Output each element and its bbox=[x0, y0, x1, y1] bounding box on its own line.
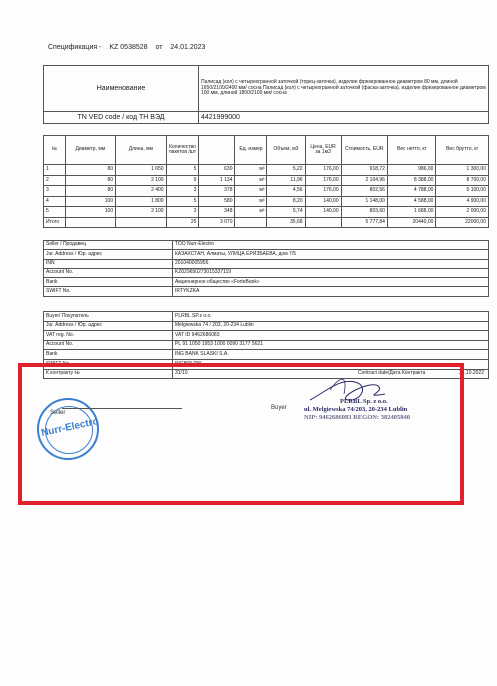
info-label: Seller / Продавец bbox=[44, 241, 173, 250]
info-row bbox=[44, 350, 489, 360]
items-header-cell bbox=[199, 136, 235, 165]
info-row bbox=[44, 250, 489, 259]
info-label: VAT reg. No. bbox=[44, 331, 173, 341]
table-cell: 3 bbox=[44, 186, 66, 197]
table-cell: 4 bbox=[44, 196, 66, 207]
table-cell: 140,00 bbox=[305, 196, 341, 207]
items-header-cell: Диаметр, мм bbox=[65, 136, 115, 165]
info-value: PL 91 1050 1953 1000 0090 3177 5621 bbox=[173, 340, 489, 350]
info-row bbox=[44, 340, 489, 350]
table-cell: 176,00 bbox=[305, 165, 341, 176]
buyer-stamp-line2: ul. Melgiewska 74/203, 20-234 Lublin bbox=[304, 406, 408, 414]
table-row bbox=[44, 165, 489, 176]
table-cell: 3 bbox=[166, 207, 199, 218]
spec-header bbox=[48, 44, 211, 51]
info-label: Jur. Address / Юр. адрес bbox=[44, 321, 173, 331]
table-cell: 2 104,96 bbox=[341, 175, 387, 186]
items-header-cell: Цена, EUR за 1м3 bbox=[305, 136, 341, 165]
table-cell: 348 bbox=[199, 207, 235, 218]
info-row bbox=[44, 331, 489, 341]
spec-date: 24.01.2023 bbox=[170, 44, 206, 51]
table-cell: 140,00 bbox=[305, 207, 341, 218]
info-label: SWIFT No. bbox=[44, 359, 173, 369]
info-label: Bank bbox=[44, 278, 173, 287]
stamp-text: Nurr-Electro bbox=[40, 416, 100, 439]
total-cell bbox=[65, 217, 115, 228]
table-cell: 100 bbox=[65, 196, 115, 207]
table-row bbox=[44, 175, 489, 186]
total-cell: Итого bbox=[44, 217, 66, 228]
table-cell: 11,96 bbox=[267, 175, 305, 186]
info-value: PLRBL SP.z o.o. bbox=[173, 312, 489, 322]
items-header-cell: Вес нетто, кг bbox=[387, 136, 435, 165]
info-row bbox=[44, 241, 489, 250]
info-value: ING BANK SLASKI S.A. bbox=[173, 350, 489, 360]
table-cell: 2 400 bbox=[116, 186, 166, 197]
buyer-signature-label: Buyer bbox=[271, 405, 287, 411]
table-cell: 1 134 bbox=[199, 175, 235, 186]
table-cell: 5 bbox=[166, 165, 199, 176]
table-cell: 9 bbox=[166, 175, 199, 186]
info-row bbox=[44, 287, 489, 296]
spec-number: KZ 0538528 bbox=[109, 44, 148, 51]
contract-date-value: 31.10.2022 bbox=[458, 370, 484, 377]
total-cell: 5 777,84 bbox=[341, 217, 387, 228]
spec-from: от bbox=[155, 44, 163, 51]
table-cell: 2 bbox=[44, 175, 66, 186]
info-label: SWIFT No. bbox=[44, 287, 173, 296]
info-value: 201040005956 bbox=[173, 259, 489, 268]
table-cell: 1 688,00 bbox=[387, 207, 435, 218]
table-row bbox=[44, 186, 489, 197]
seller-table bbox=[43, 240, 489, 297]
info-value: Акционерное общество «ForteBank» bbox=[173, 278, 489, 287]
items-header-cell: Стоимость, EUR bbox=[341, 136, 387, 165]
items-header-cell: Ед. измер bbox=[235, 136, 267, 165]
product-table bbox=[43, 65, 489, 124]
table-cell: 2 100 bbox=[116, 175, 166, 186]
table-cell: 100 bbox=[65, 207, 115, 218]
items-table bbox=[43, 135, 489, 228]
info-value: VAT ID 9462686083 bbox=[173, 331, 489, 341]
table-cell: 5 bbox=[44, 207, 66, 218]
table-cell: 1 650 bbox=[116, 165, 166, 176]
items-header-cell: Количество пакетов /шт bbox=[166, 136, 199, 165]
items-header-cell: № bbox=[44, 136, 66, 165]
total-cell: 35,68 bbox=[267, 217, 305, 228]
table-cell: 1 800 bbox=[116, 196, 166, 207]
total-cell bbox=[235, 217, 267, 228]
tn-label: TN VED code / код ТН ВЭД bbox=[44, 112, 199, 124]
table-cell: 1 300,00 bbox=[436, 165, 489, 176]
info-value: ТОО Nurr-Electro bbox=[173, 241, 489, 250]
table-cell: 5,74 bbox=[267, 207, 305, 218]
table-cell: м³ bbox=[235, 186, 267, 197]
total-cell bbox=[116, 217, 166, 228]
table-cell: м³ bbox=[235, 196, 267, 207]
table-row bbox=[44, 207, 489, 218]
seller-signature-line bbox=[62, 408, 182, 409]
table-cell: 80 bbox=[65, 175, 115, 186]
buyer-stamp-line3: NIP: 9462686083 REGON: 382405840 bbox=[304, 414, 410, 422]
table-cell: 5 bbox=[166, 196, 199, 207]
table-cell: 8,20 bbox=[267, 196, 305, 207]
name-label: Наименование bbox=[44, 66, 199, 112]
tn-value: 4421999000 bbox=[199, 112, 489, 124]
items-header-cell: Объем, м3 bbox=[267, 136, 305, 165]
table-cell: 8 388,00 bbox=[387, 175, 435, 186]
table-cell: 4 588,00 bbox=[387, 196, 435, 207]
items-header-row bbox=[44, 136, 489, 165]
table-cell: 80 bbox=[65, 186, 115, 197]
table-cell: 5,22 bbox=[267, 165, 305, 176]
table-cell: 1 bbox=[44, 165, 66, 176]
info-row bbox=[44, 312, 489, 322]
buyer-stamp-line1: PLRBL Sp. z o.o. bbox=[340, 398, 388, 405]
total-cell: 22000,00 bbox=[436, 217, 489, 228]
table-cell: 5 100,00 bbox=[436, 186, 489, 197]
table-cell: 1 148,00 bbox=[341, 196, 387, 207]
items-header-cell: Вес брутто, кг bbox=[436, 136, 489, 165]
table-cell: 176,00 bbox=[305, 186, 341, 197]
table-cell: 803,60 bbox=[341, 207, 387, 218]
table-cell: 802,56 bbox=[341, 186, 387, 197]
table-cell: 2 000,00 bbox=[436, 207, 489, 218]
info-value: КАЗАХСТАН, Алматы, УЛИЦА ЕРИЗБАЕВА, дом 7/5 bbox=[173, 250, 489, 259]
table-cell: 918,72 bbox=[341, 165, 387, 176]
items-header-cell: Длина, мм bbox=[116, 136, 166, 165]
table-cell: 580 bbox=[199, 196, 235, 207]
total-cell bbox=[305, 217, 341, 228]
product-description: Палисад (кол) с четырехгранной заточкой (торец-заточка), изделие фрезерованное диаметром 80 мм, длиной 1650/2100/2400 мм/ сосна Палисад (кол) с четырехгранной заточкой (фаска-заточка), изделие фрезерованное диаметром 100 мм, длиной 1800/2100 мм/ сосна bbox=[199, 66, 489, 112]
spec-title: Спецификация - bbox=[48, 44, 102, 51]
info-label: Buyer/ Покупатель bbox=[44, 312, 173, 322]
info-value: IRTYKZKA bbox=[173, 287, 489, 296]
table-cell: 4 788,00 bbox=[387, 186, 435, 197]
info-row bbox=[44, 268, 489, 277]
info-value: KZ029650273015337119 bbox=[173, 268, 489, 277]
seller-signature-label: Seller bbox=[50, 410, 66, 416]
table-cell: 4,56 bbox=[267, 186, 305, 197]
info-label: Bank bbox=[44, 350, 173, 360]
total-cell: 20440,00 bbox=[387, 217, 435, 228]
table-cell: 986,00 bbox=[387, 165, 435, 176]
table-cell: 80 bbox=[65, 165, 115, 176]
table-row bbox=[44, 196, 489, 207]
info-label: INN bbox=[44, 259, 173, 268]
buyer-stamp bbox=[304, 398, 410, 422]
info-row bbox=[44, 321, 489, 331]
table-cell: 8 700,00 bbox=[436, 175, 489, 186]
table-cell: 4 900,00 bbox=[436, 196, 489, 207]
total-row bbox=[44, 217, 489, 228]
total-cell: 25 bbox=[166, 217, 199, 228]
info-value: 31/10 Contract date/Дата Контракта 31.10.2022 bbox=[173, 369, 489, 379]
table-cell: 2 100 bbox=[116, 207, 166, 218]
info-label: Jur. Address / Юр. адрес bbox=[44, 250, 173, 259]
info-label: Account No. bbox=[44, 340, 173, 350]
info-row bbox=[44, 278, 489, 287]
info-value: INGBPLPW bbox=[173, 359, 489, 369]
table-cell: 176,00 bbox=[305, 175, 341, 186]
table-cell: м³ bbox=[235, 165, 267, 176]
info-value: Melgiewska 74 / 203, 20-234 Lublin bbox=[173, 321, 489, 331]
info-label: Account No. bbox=[44, 268, 173, 277]
info-label: К контракту № bbox=[44, 369, 173, 379]
total-cell: 3 070 bbox=[199, 217, 235, 228]
table-cell: м³ bbox=[235, 175, 267, 186]
table-cell: 3 bbox=[166, 186, 199, 197]
table-cell: м³ bbox=[235, 207, 267, 218]
info-row bbox=[44, 259, 489, 268]
table-cell: 630 bbox=[199, 165, 235, 176]
contract-date-label: Contract date/Дата Контракта bbox=[358, 370, 426, 377]
table-cell: 378 bbox=[199, 186, 235, 197]
